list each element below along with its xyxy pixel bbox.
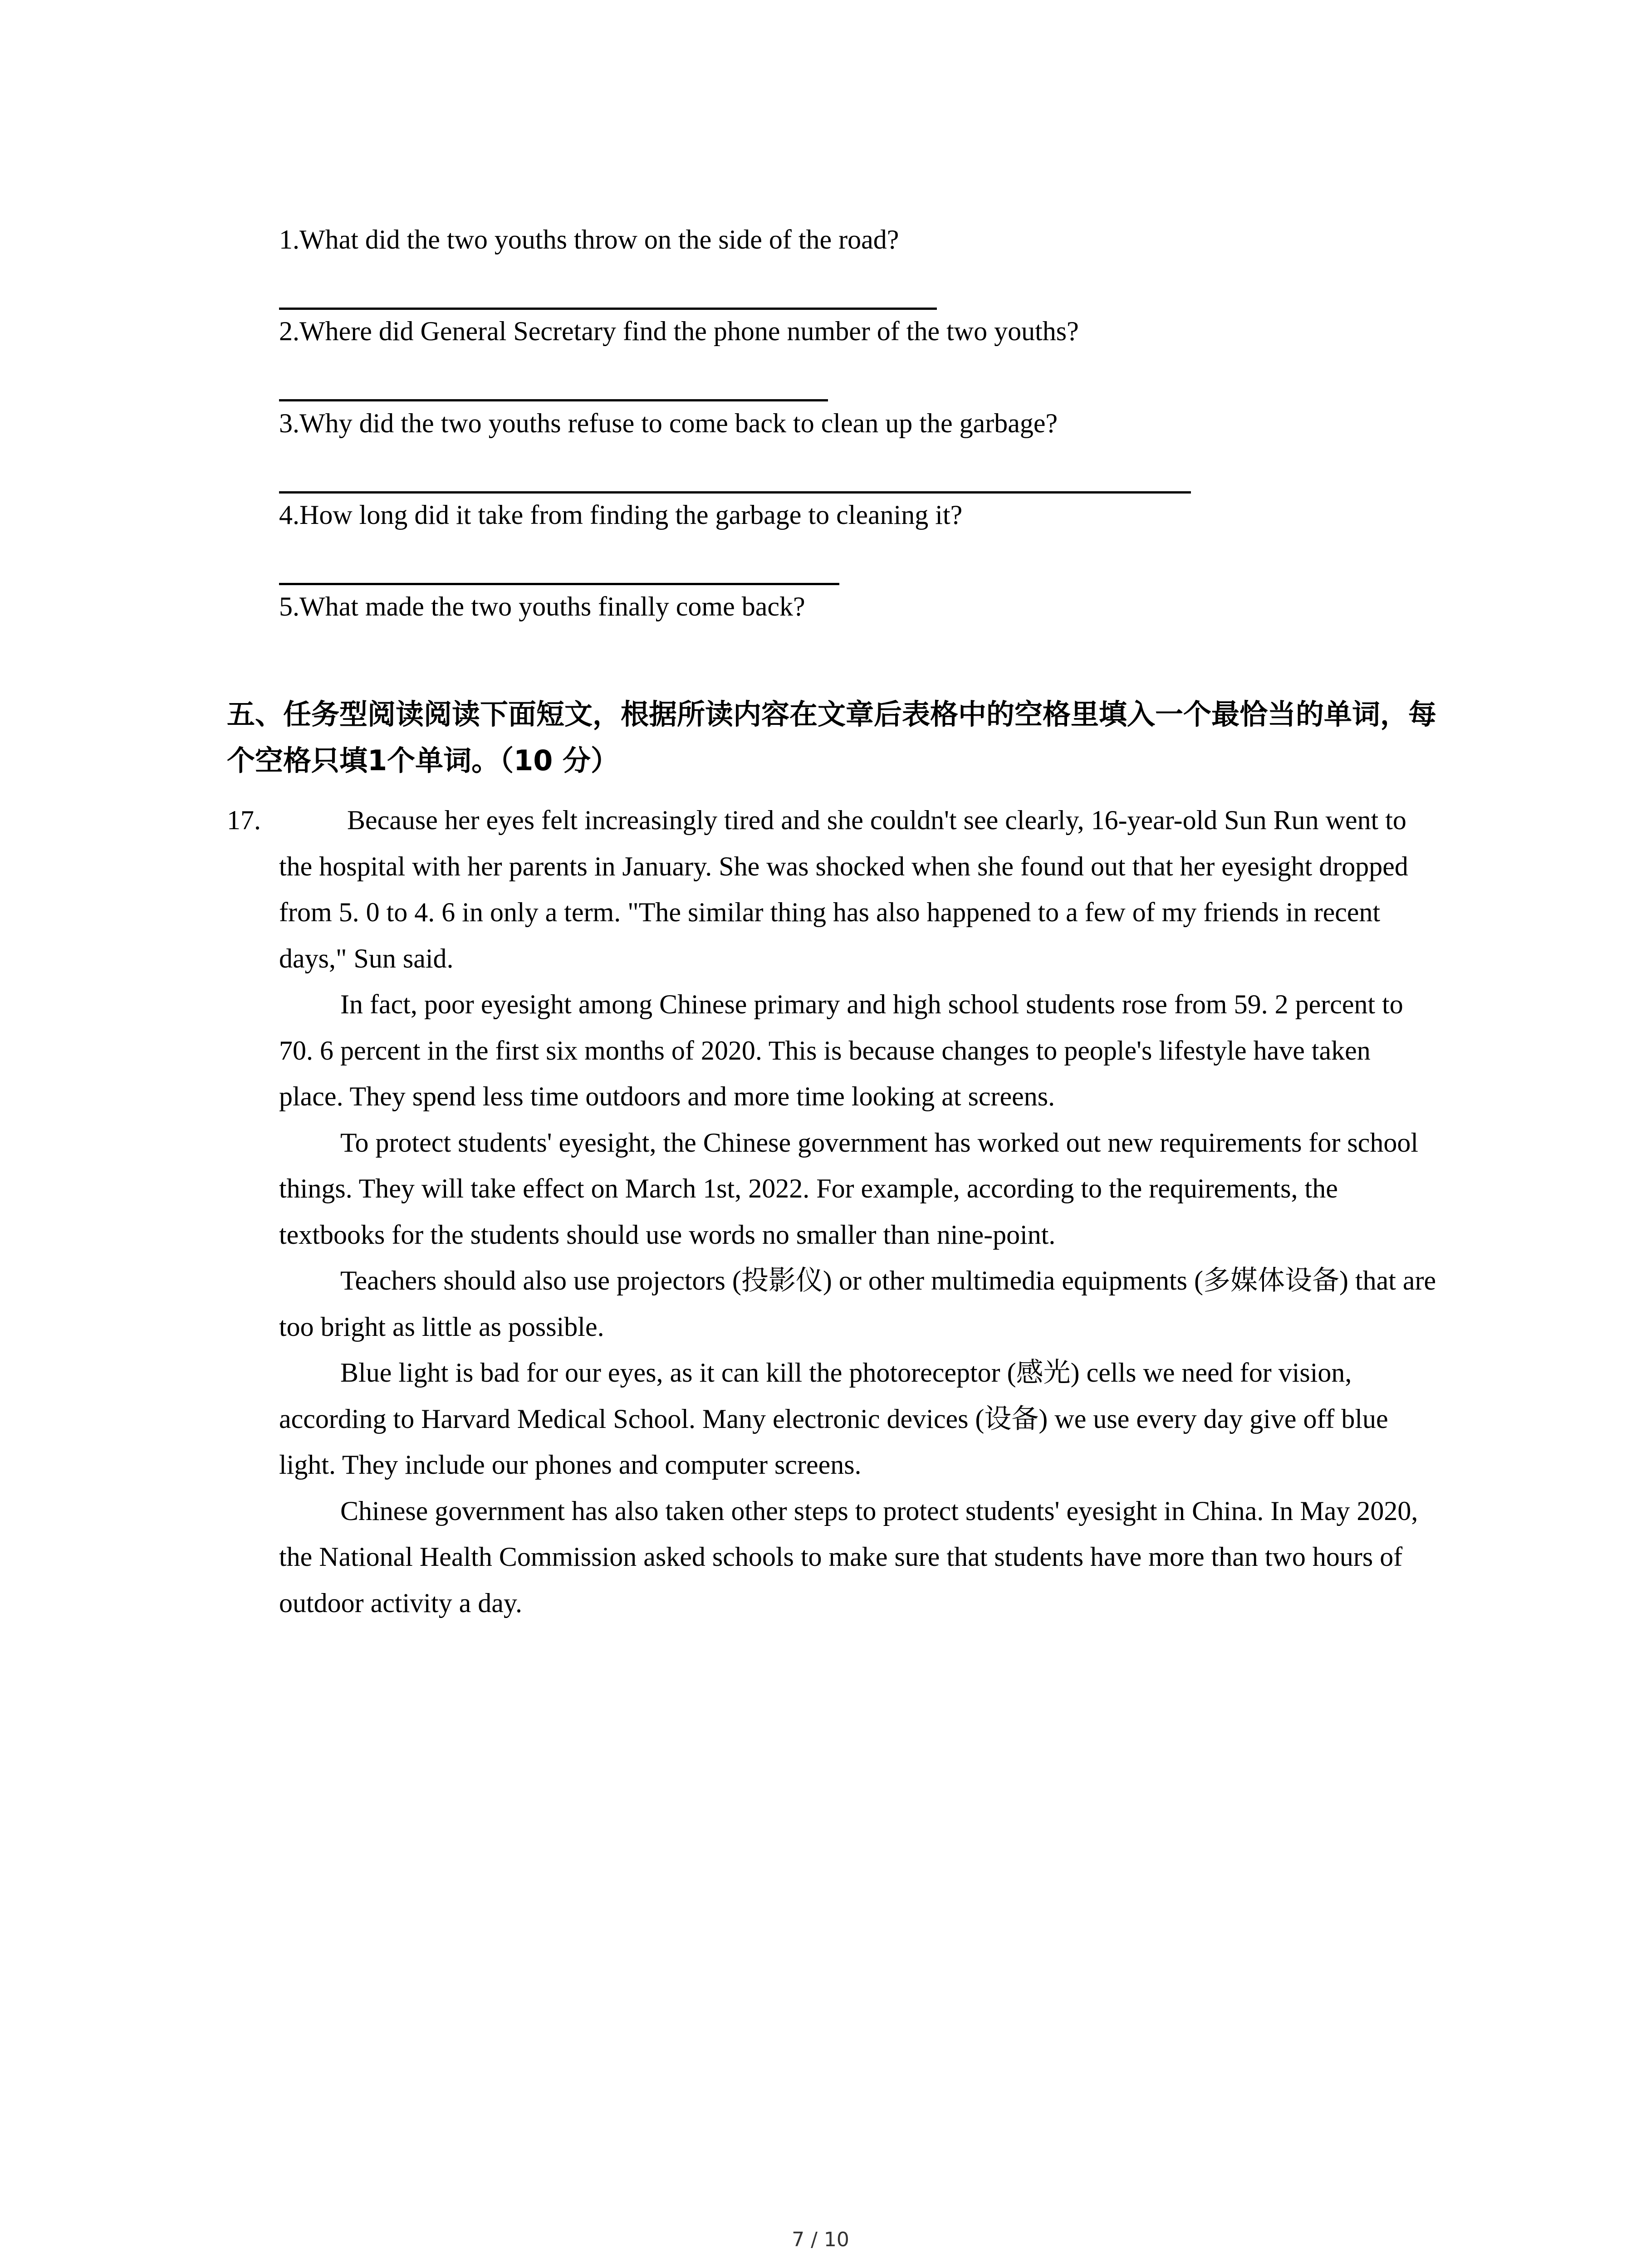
passage-paragraph-2: In fact, poor eyesight among Chinese primary and high school students rose from 59. 2 percent to 70. 6 percent in the first six months of 2020. This is because changes to people's lifestyle have taken place. They spend less time outdoors and more time looking at screens.: [279, 989, 1403, 1111]
question-4: 4.How long did it take from finding the garbage to cleaning it?: [279, 500, 963, 530]
reading-passage: [279, 797, 1440, 1626]
answer-line-2: [279, 399, 828, 401]
passage-paragraph-4: Teachers should also use projectors (投影仪) or other multimedia equipments (多媒体设备) that are too bright as little as possible.: [279, 1266, 1436, 1342]
passage-paragraph-6: Chinese government has also taken other steps to protect students' eyesight in China. In May 2020, the National Health Commission asked schools to make sure that students have more than two hours of outdoor activity a day.: [279, 1496, 1418, 1618]
page-number: 7 / 10: [792, 2228, 849, 2251]
question-number: 17.: [227, 805, 261, 835]
question-1: 1.What did the two youths throw on the side of the road?: [279, 225, 899, 254]
question-3: 3.Why did the two youths refuse to come back to clean up the garbage?: [279, 408, 1058, 438]
question-5: 5.What made the two youths finally come back?: [279, 591, 805, 621]
answer-line-1: [279, 308, 937, 310]
answer-line-3: [279, 491, 1191, 494]
answer-line-4: [279, 583, 839, 585]
passage-paragraph-1: Because her eyes felt increasingly tired and she couldn't see clearly, 16-year-old Sun Run went to the hospital with her parents in January. She was shocked when she found out that her eyesight dropped from 5. 0 to 4. 6 in only a term. "The similar thing has also happened to a few of my friends in recent days," Sun said.: [279, 805, 1408, 973]
question-2: 2.Where did General Secretary find the phone number of the two youths?: [279, 316, 1079, 346]
passage-paragraph-3: To protect students' eyesight, the Chinese government has worked out new requirements for school things. They will take effect on March 1st, 2022. For example, according to the requirements, the textbooks for the students should use words no smaller than nine-point.: [279, 1127, 1419, 1250]
section-heading: 五、任务型阅读阅读下面短文，根据所读内容在文章后表格中的空格里填入一个最恰当的单词，每个空格只填1个单词。（10 分）: [227, 698, 1437, 777]
passage-paragraph-5: Blue light is bad for our eyes, as it can kill the photoreceptor (感光) cells we need for vision, according to Harvard Medical School. Many electronic devices (设备) we use every day give off blue light. They include our phones and computer screens.: [279, 1358, 1388, 1480]
